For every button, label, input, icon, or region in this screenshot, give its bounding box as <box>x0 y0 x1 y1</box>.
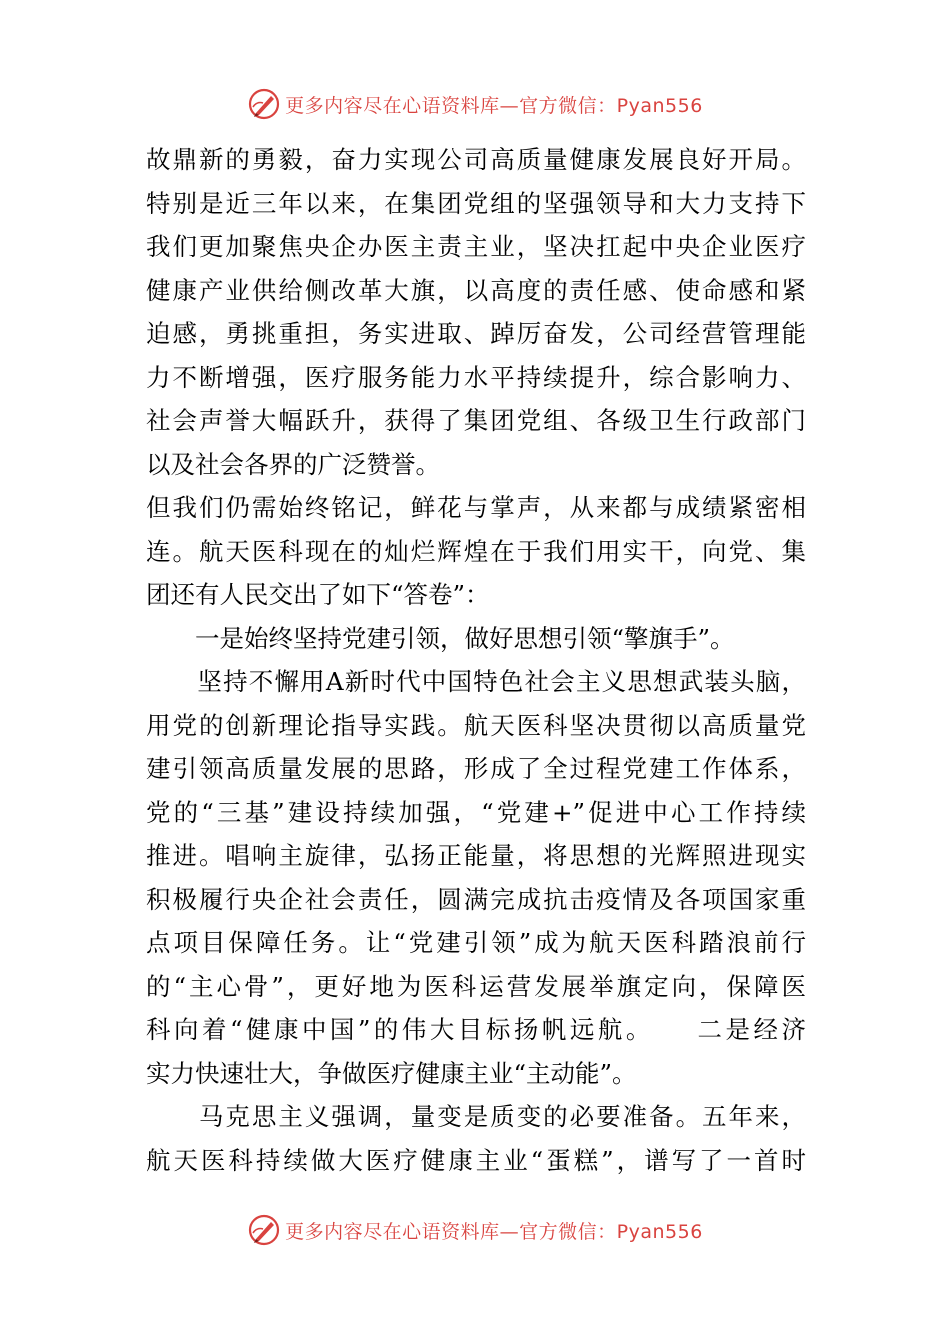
text-line: 实力快速壮大，争做医疗健康主业“主动能”。 <box>146 1058 637 1088</box>
text-line: 积极履行央企社会责任，圆满完成抗击疫情及各项国家重 <box>146 884 806 914</box>
header-watermark <box>0 84 950 124</box>
text-line: 科向着“健康中国”的伟大目标扬帆远航。 二是经济 <box>146 1015 806 1044</box>
pen-logo-icon <box>247 87 281 121</box>
footer-watermark <box>0 1210 950 1250</box>
text-line: 但我们仍需始终铭记，鲜花与掌声，从来都与成绩紧密相 <box>146 493 806 522</box>
text-line: 社会声誉大幅跃升，获得了集团党组、各级卫生行政部门 <box>146 406 806 435</box>
text-line: 党的“三基”建设持续加强，“党建+”促进中心工作持续 <box>146 797 806 827</box>
text-line: 坚持不懈用A新时代中国特色社会主义思想武装头脑， <box>146 667 806 696</box>
pen-logo-icon <box>247 1213 281 1247</box>
text-line: 航天医科持续做大医疗健康主业“蛋糕”，谱写了一首时 <box>146 1145 806 1175</box>
watermark-text: 更多内容尽在心语资料库—官方微信：Pyan556 <box>285 1220 703 1243</box>
text-line: 故鼎新的勇毅，奋力实现公司高质量健康发展良好开局。 <box>146 145 806 174</box>
text-line: 一是始终坚持党建引领，做好思想引领“擎旗手”。 <box>146 623 735 653</box>
watermark-text: 更多内容尽在心语资料库—官方微信：Pyan556 <box>285 94 703 117</box>
text-line: 用党的创新理论指导实践。航天医科坚决贯彻以高质量党 <box>146 710 806 740</box>
text-line: 连。航天医科现在的灿烂辉煌在于我们用实干，向党、集 <box>146 536 806 566</box>
text-line: 团还有人民交出了如下“答卷”： <box>146 580 490 609</box>
text-line: 以及社会各界的广泛赞誉。 <box>146 449 440 479</box>
text-line: 建引领高质量发展的思路，形成了全过程党建工作体系， <box>146 754 806 783</box>
document-body <box>146 138 806 1182</box>
text-line: 迫感，勇挑重担，务实进取、踔厉奋发，公司经营管理能 <box>146 319 806 348</box>
text-line: 推进。唱响主旋律，弘扬正能量，将思想的光辉照进现实 <box>146 841 806 870</box>
text-line: 特别是近三年以来，在集团党组的坚强领导和大力支持下 <box>146 188 806 218</box>
text-line: 马克思主义强调，量变是质变的必要准备。五年来， <box>146 1102 806 1131</box>
text-line: 健康产业供给侧改革大旗，以高度的责任感、使命感和紧 <box>146 275 806 305</box>
text-line: 点项目保障任务。让“党建引领”成为航天医科踏浪前行 <box>146 928 806 957</box>
text-line: 的“主心骨”，更好地为医科运营发展举旗定向，保障医 <box>146 971 806 1001</box>
text-line: 我们更加聚焦央企办医主责主业，坚决扛起中央企业医疗 <box>146 232 806 261</box>
text-line: 力不断增强，医疗服务能力水平持续提升，综合影响力、 <box>146 362 806 392</box>
